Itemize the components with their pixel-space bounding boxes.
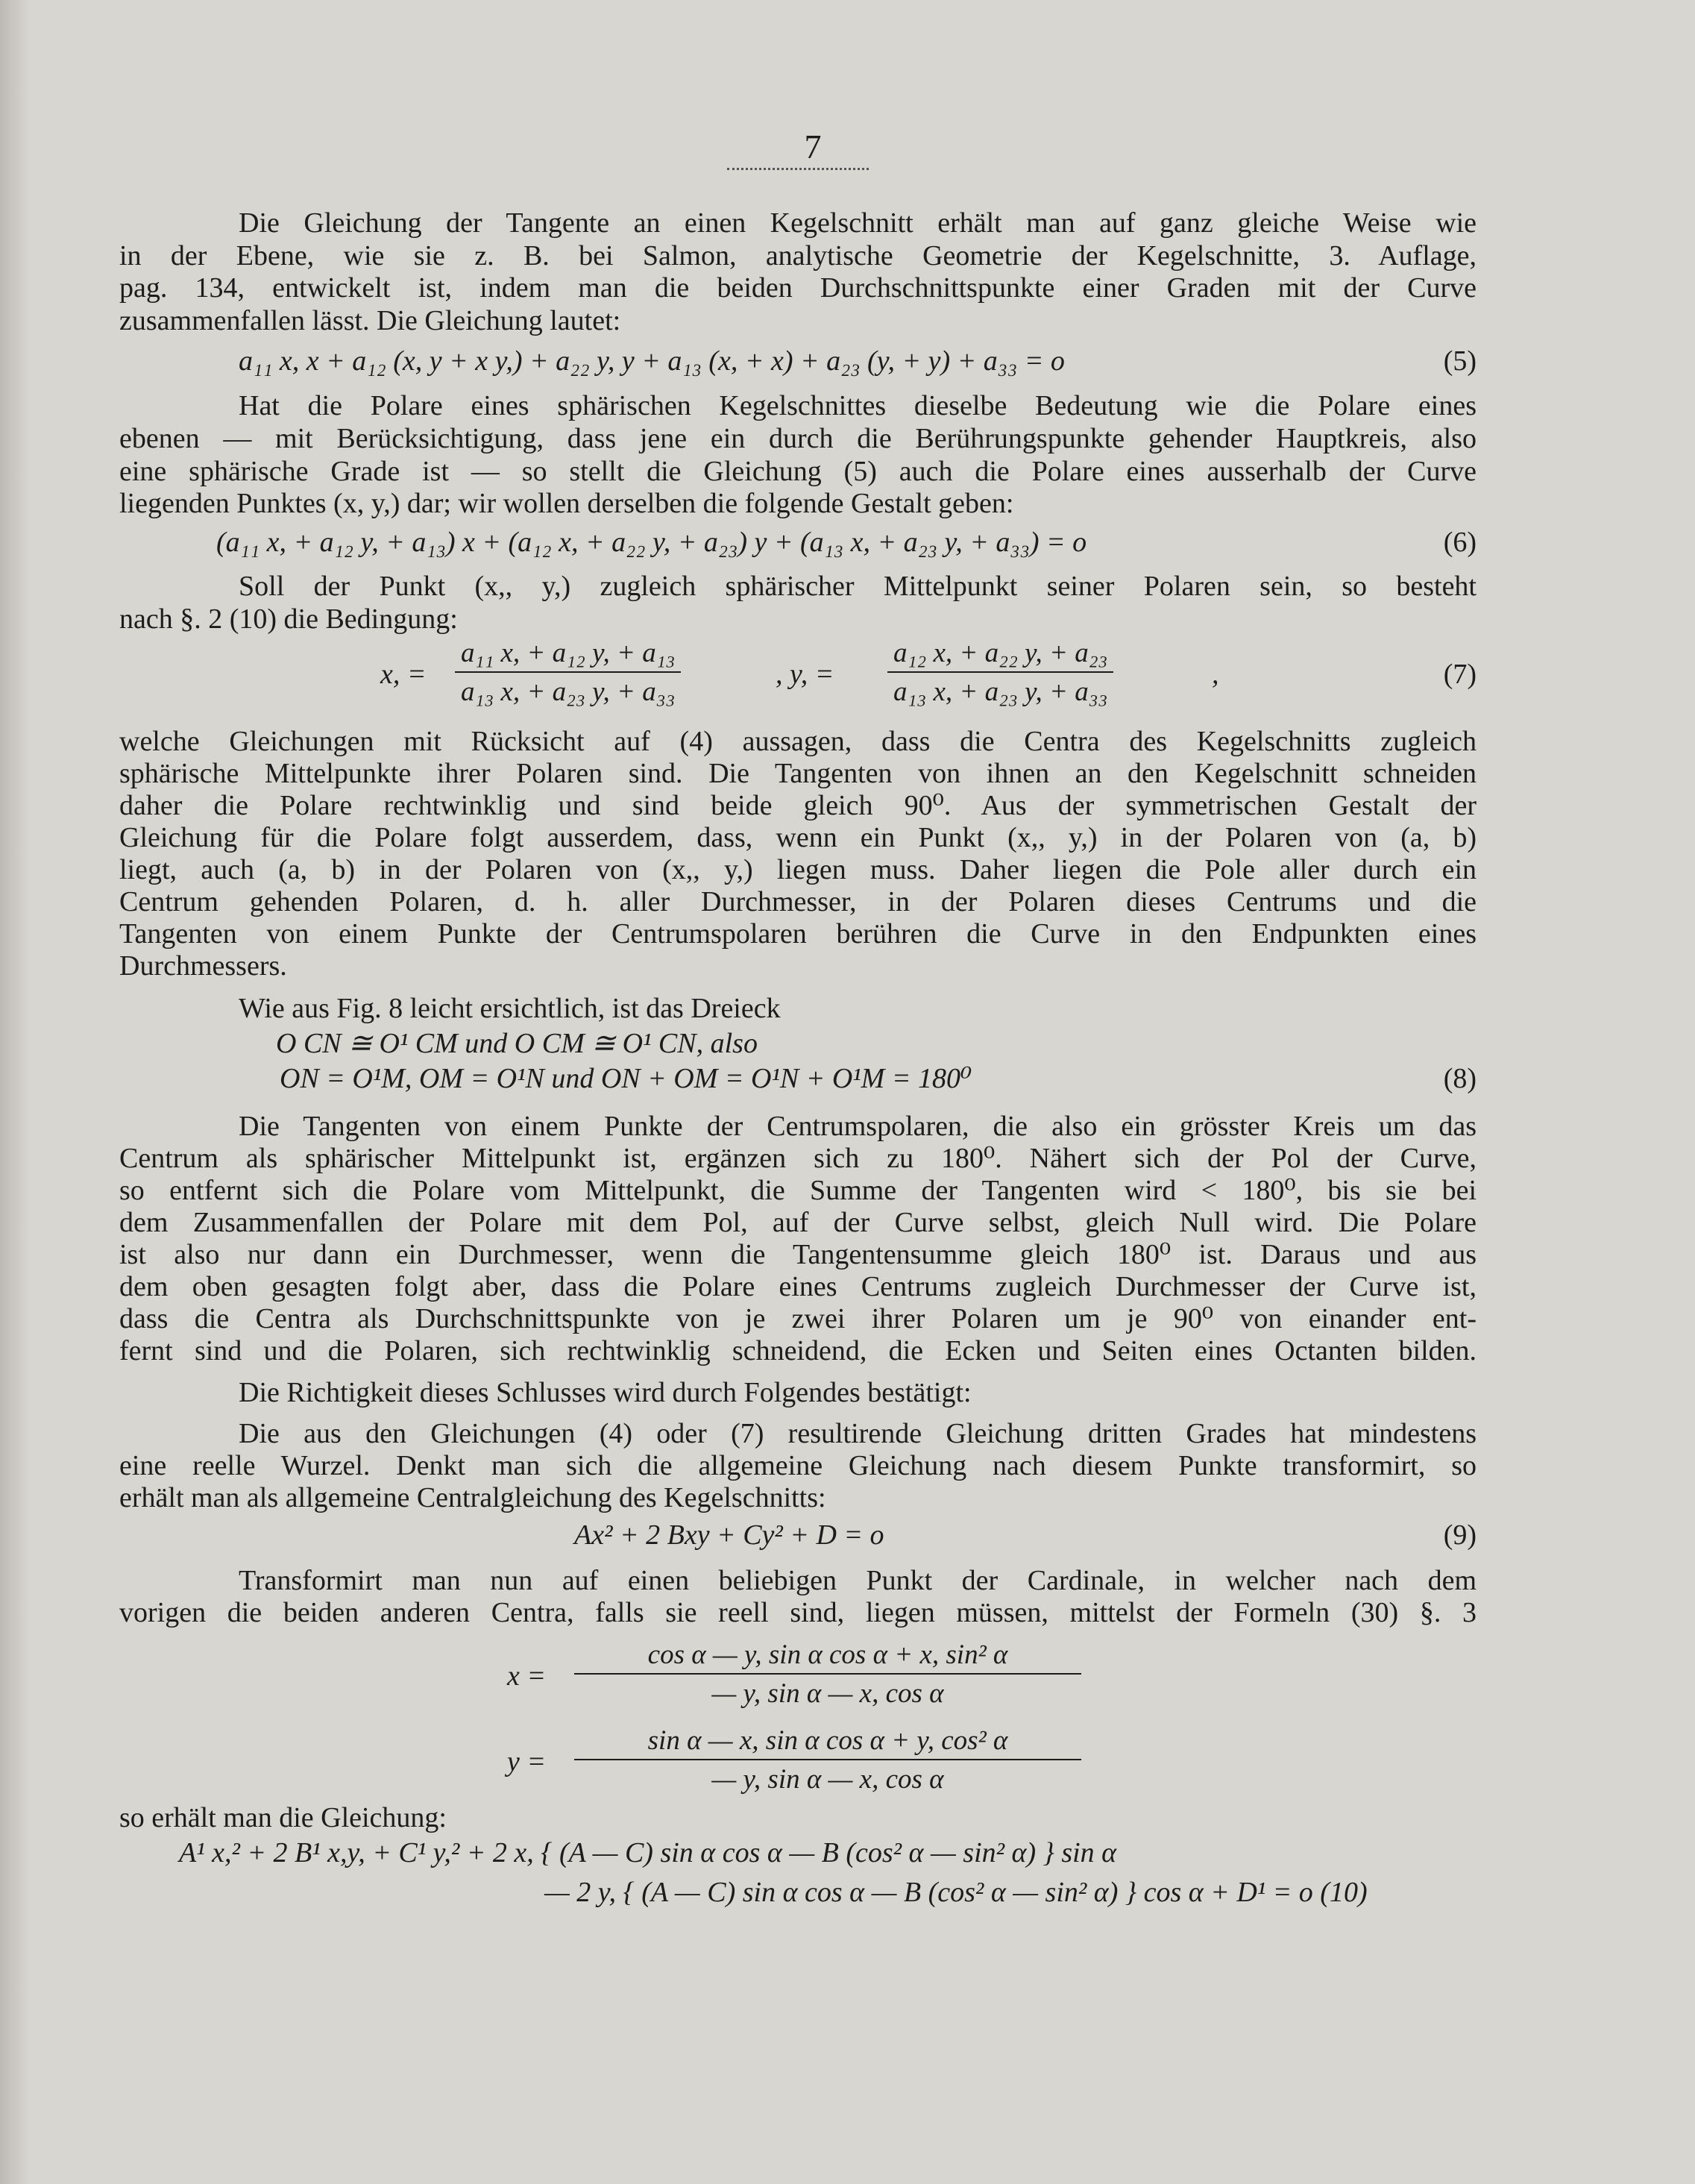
page-number-rule [727, 168, 869, 170]
equation-number: (5) [1443, 345, 1477, 377]
equation-9: Ax² + 2 Bxy + Cy² + D = o [574, 1519, 884, 1551]
transform-y-fraction [574, 1723, 1081, 1798]
text-line: Centrum gehenden Polaren, d. h. aller Durchmesser, in der Polaren dieses Centrums und die [119, 886, 1477, 917]
text-line: dem oben gesagten folgt aber, dass die Polare eines Centrums zugleich Durchmesser der Curve ist, [119, 1271, 1477, 1302]
text-line: nach §. 2 (10) die Bedingung: [119, 603, 458, 635]
text-line: vorigen die beiden anderen Centra, falls sie reell sind, liegen müssen, mittelst der Formeln (30) §. 3 [119, 1597, 1477, 1628]
fraction-denominator: a₁₃ x, + a₂₃ y, + a₃₃ [461, 677, 676, 707]
equation-6: (a₁₁ x, + a₁₂ y, + a₁₃) x + (a₁₂ x, + a₂₂ y, + a₂₃) y + (a₁₃ x, + a₂₃ y, + a₃₃) = o [216, 527, 1087, 558]
text-line: sphärische Mittelpunkte ihrer Polaren sind. Die Tangenten von ihnen an den Kegelschnitt schneiden [119, 758, 1477, 789]
text-line: Tangenten von einem Punkte der Centrumspolaren berühren die Curve in den Endpunkten eines [119, 918, 1477, 950]
fraction-numerator: a₁₂ x, + a₂₂ y, + a₂₃ [887, 636, 1113, 673]
equation-7-fraction [887, 636, 1113, 710]
fraction-numerator: cos α — y, sin α cos α + x, sin² α [574, 1637, 1081, 1675]
text-line: eine reelle Wurzel. Denkt man sich die allgemeine Gleichung nach diesem Punkte transformirt, so [119, 1450, 1477, 1481]
text-line: so entfernt sich die Polare vom Mittelpunkt, die Summe der Tangenten wird < 180⁰, bis sie bei [119, 1175, 1477, 1206]
congruence-line: O CN ≅ O¹ CM und O CM ≅ O¹ CN, also [276, 1028, 758, 1059]
fraction-numerator: sin α — x, sin α cos α + y, cos² α [574, 1723, 1081, 1760]
equation-number: (9) [1443, 1519, 1477, 1551]
text-line: Die Richtigkeit dieses Schlusses wird durch Folgendes bestätigt: [239, 1377, 972, 1408]
equation-number: (7) [1443, 659, 1477, 690]
text-line: dem Zusammenfallen der Polare mit dem Pol, auf der Curve selbst, gleich Null wird. Die Polare [119, 1207, 1477, 1238]
text-line: erhält man als allgemeine Centralgleichung des Kegelschnitts: [119, 1482, 826, 1513]
text-line: ist also nur dann ein Durchmesser, wenn die Tangentensumme gleich 180⁰ ist. Daraus und aus [119, 1239, 1477, 1270]
text-line: eine sphärische Grade ist — so stellt die Gleichung (5) auch die Polare eines ausserhalb der Curve [119, 456, 1477, 487]
fraction-denominator: a₁₃ x, + a₂₃ y, + a₃₃ [893, 677, 1108, 707]
equation-7-lhs: , y, = [776, 659, 834, 690]
equation-10-line-2: — 2 y, { (A — C) sin α cos α — B (cos² α — sin² α) } cos α + D¹ = o (10) [544, 1877, 1368, 1908]
text-line: ebenen — mit Berücksichtigung, dass jene ein durch die Berührungspunkte gehender Hauptkreis, also [119, 423, 1477, 454]
equation-10-line-1: A¹ x,² + 2 B¹ x,y, + C¹ y,² + 2 x, { (A — C) sin α cos α — B (cos² α — sin² α) } sin α [179, 1837, 1117, 1868]
text-line: Centrum als sphärischer Mittelpunkt ist, ergänzen sich zu 180⁰. Nähert sich der Pol der Curve, [119, 1143, 1477, 1174]
text-line: zusammenfallen lässt. Die Gleichung lautet: [119, 305, 621, 336]
equation-5: a₁₁ x, x + a₁₂ (x, y + x y,) + a₂₂ y, y + a₁₃ (x, + x) + a₂₃ (y, + y) + a₃₃ = o [239, 345, 1065, 377]
text-line: welche Gleichungen mit Rücksicht auf (4) aussagen, dass die Centra des Kegelschnitts zugleich [119, 726, 1477, 757]
transform-y-lhs: y = [507, 1746, 547, 1777]
equation-number: (6) [1443, 527, 1477, 558]
equation-number: (8) [1443, 1063, 1477, 1094]
transform-x-fraction [574, 1637, 1081, 1712]
text-line: Hat die Polare eines sphärischen Kegelschnittes dieselbe Bedeutung wie die Polare eines [239, 390, 1477, 421]
fraction-denominator: — y, sin α — x, cos α [711, 1764, 944, 1795]
equation-7-tail: , [1212, 659, 1219, 690]
text-line: Die Tangenten von einem Punkte der Centrumspolaren, die also ein grösster Kreis um das [239, 1111, 1477, 1142]
equation-7-fraction [455, 636, 681, 710]
text-line: Soll der Punkt (x,, y,) zugleich sphärischer Mittelpunkt seiner Polaren sein, so besteht [239, 571, 1477, 602]
text-line: fernt sind und die Polaren, sich rechtwinklig schneidend, die Ecken und Seiten eines Octanten bilden. [119, 1335, 1477, 1366]
text-line: Durchmessers. [119, 950, 287, 982]
text-line: Gleichung für die Polare folgt ausserdem, dass, wenn ein Punkt (x,, y,) in der Polaren von (a, b) [119, 822, 1477, 853]
text-line: dass die Centra als Durchschnittspunkte von je zwei ihrer Polaren um je 90⁰ von einander ent- [119, 1303, 1477, 1334]
equation-7-lhs: x, = [380, 659, 427, 690]
transform-x-lhs: x = [507, 1660, 547, 1692]
page-number: 7 [804, 128, 822, 166]
text-line: Die Gleichung der Tangente an einen Kegelschnitt erhält man auf ganz gleiche Weise wie [239, 207, 1477, 239]
fraction-denominator: — y, sin α — x, cos α [711, 1678, 944, 1709]
text-line: pag. 134, entwickelt ist, indem man die beiden Durchschnittspunkte einer Graden mit der Curve [119, 272, 1477, 304]
equation-8: ON = O¹M, OM = O¹N und ON + OM = O¹N + O¹M = 180⁰ [280, 1063, 972, 1094]
text-line: so erhält man die Gleichung: [119, 1802, 447, 1833]
text-line: Die aus den Gleichungen (4) oder (7) resultirende Gleichung dritten Grades hat mindestens [239, 1418, 1477, 1449]
text-line: daher die Polare rechtwinklig und sind beide gleich 90⁰. Aus der symmetrischen Gestalt der [119, 790, 1477, 821]
text-line: in der Ebene, wie sie z. B. bei Salmon, analytische Geometrie der Kegelschnitte, 3. Auflage, [119, 240, 1477, 272]
text-line: liegt, auch (a, b) in der Polaren von (x,, y,) liegen muss. Daher liegen die Pole aller durch ein [119, 854, 1477, 885]
text-line: Wie aus Fig. 8 leicht ersichtlich, ist das Dreieck [239, 993, 781, 1024]
page-edge-shadow [0, 0, 30, 2184]
text-line: liegenden Punktes (x, y,) dar; wir wollen derselben die folgende Gestalt geben: [119, 488, 1014, 519]
text-line: Transformirt man nun auf einen beliebigen Punkt der Cardinale, in welcher nach dem [239, 1565, 1477, 1596]
fraction-numerator: a₁₁ x, + a₁₂ y, + a₁₃ [455, 636, 681, 673]
